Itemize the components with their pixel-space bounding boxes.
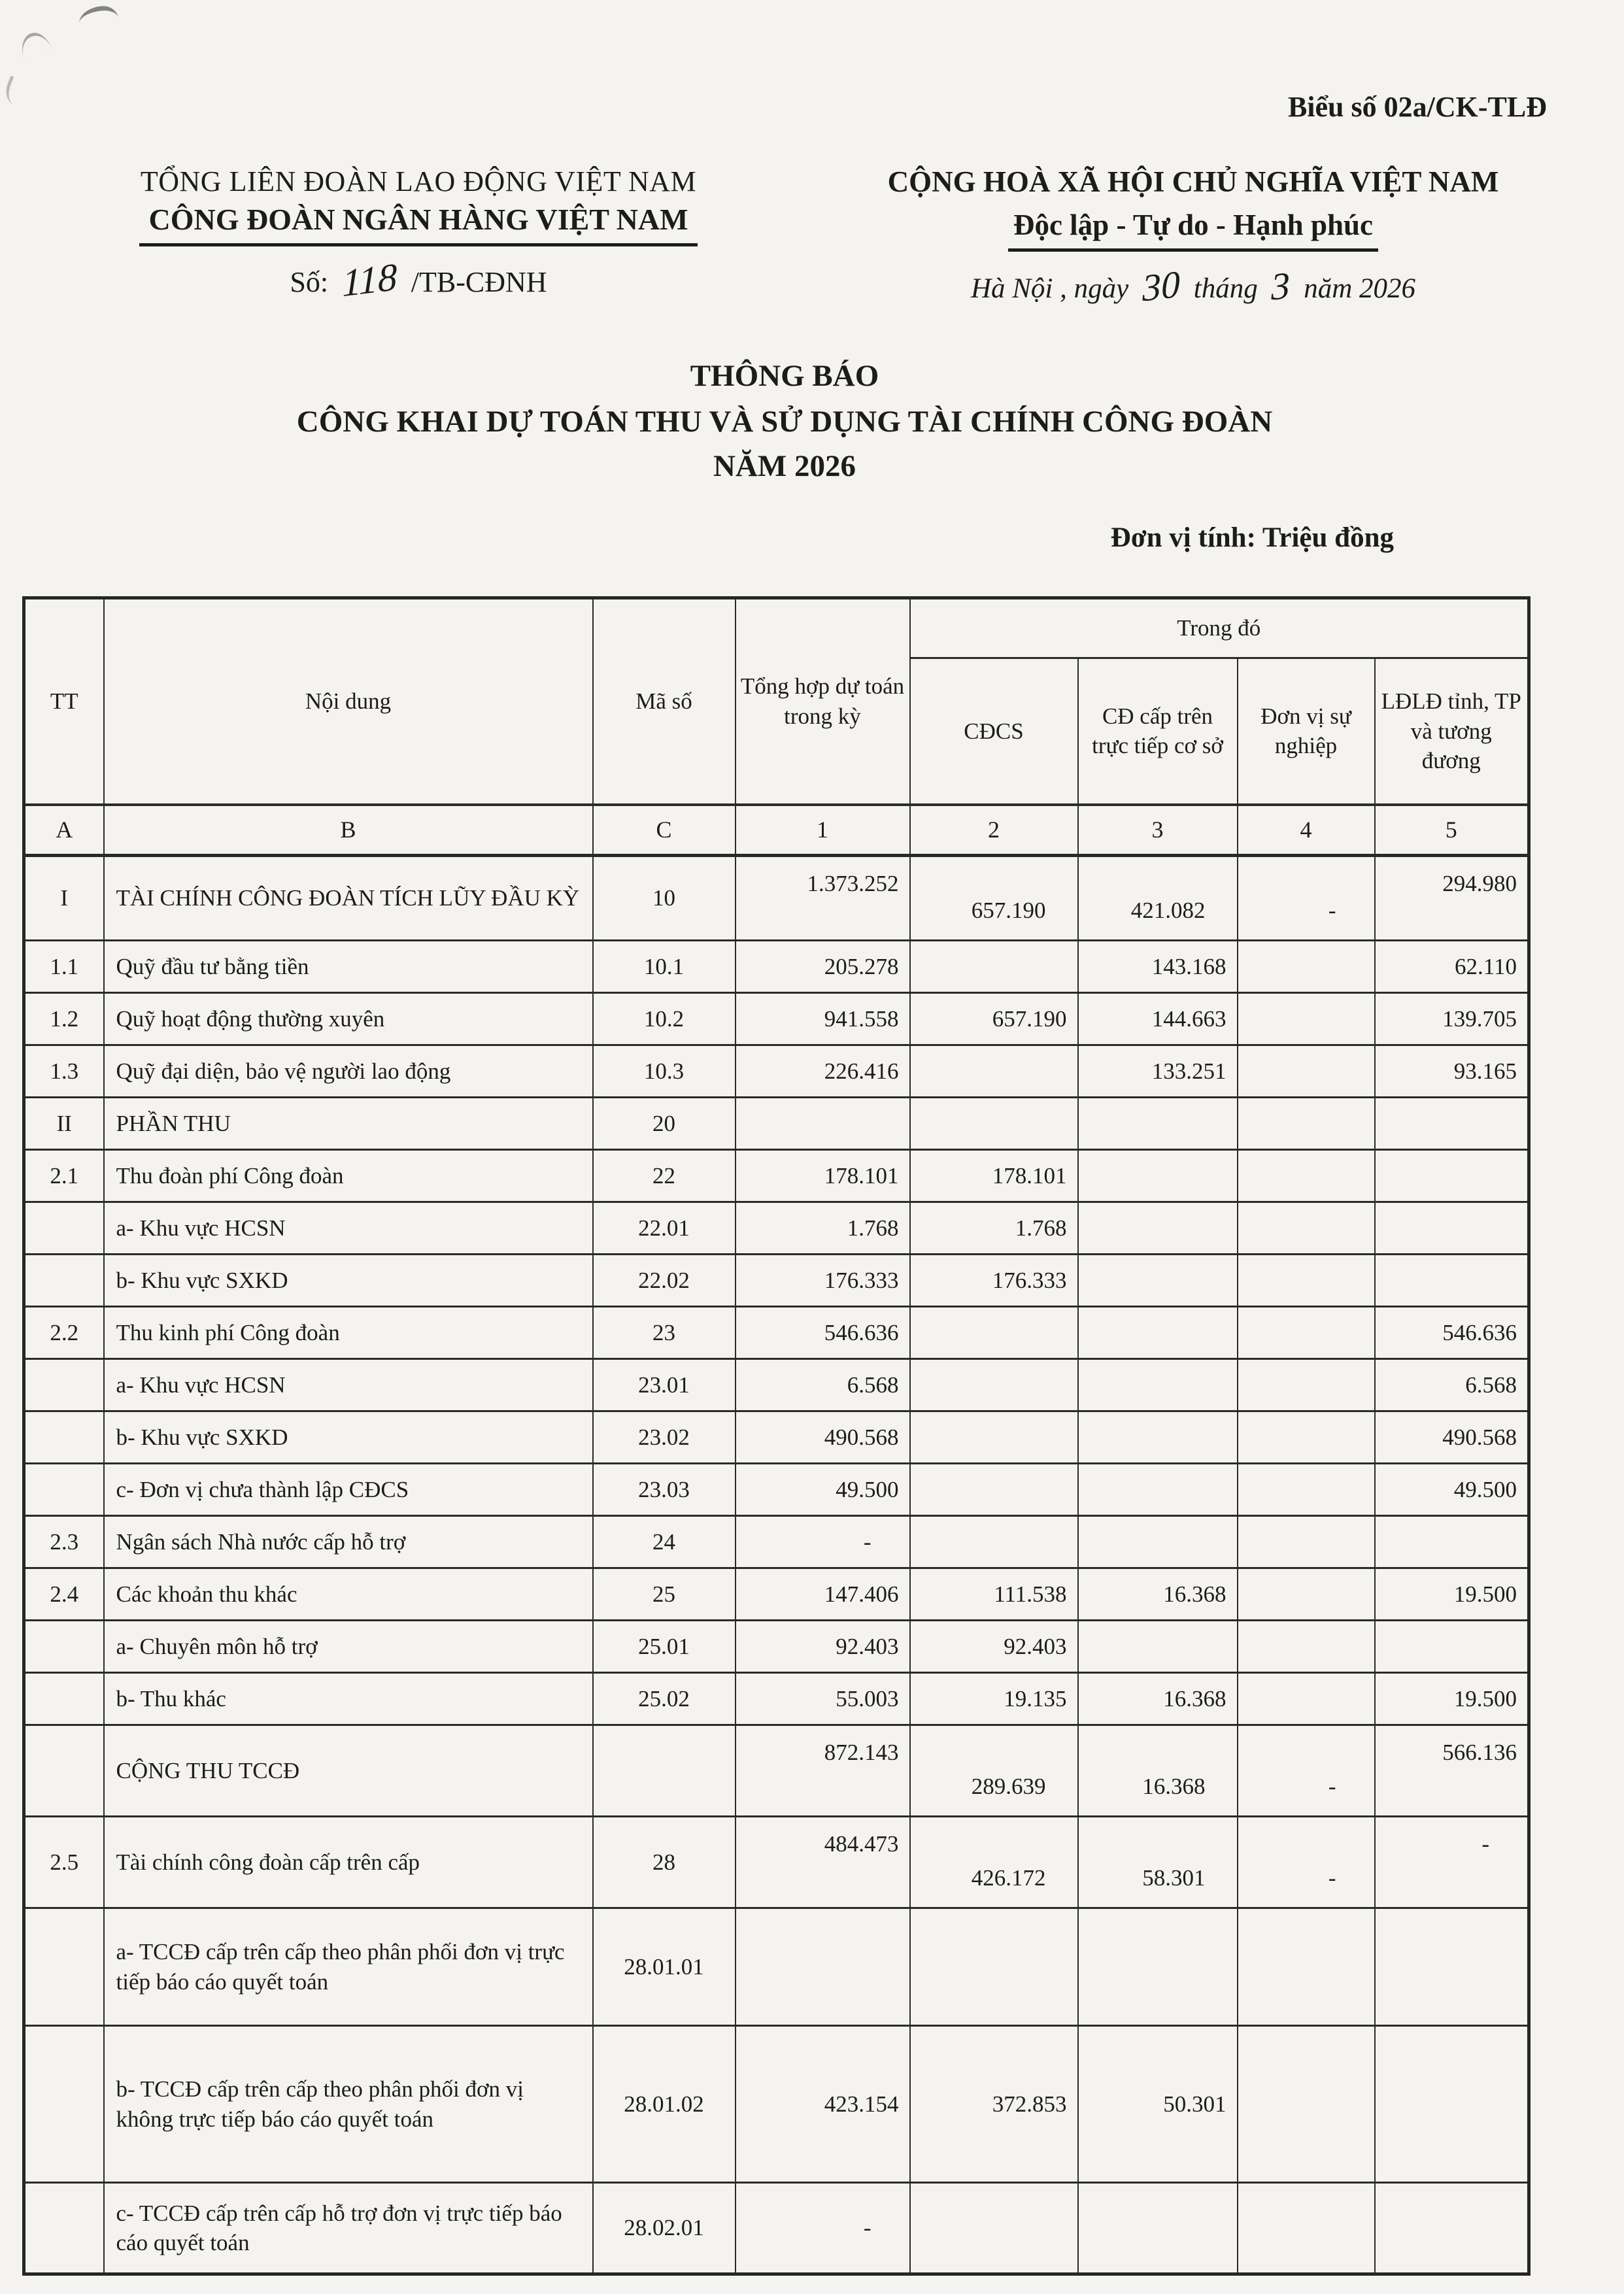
cell-cd-cap-tren: 58.301 (1078, 1817, 1238, 1908)
cell-don-vi-su-nghiep (1238, 1516, 1375, 1568)
table-row (24, 2026, 1529, 2183)
cell-cd-cap-tren: 421.082 (1078, 856, 1238, 941)
table-row (24, 1908, 1529, 2026)
cell-don-vi-su-nghiep (1238, 1621, 1375, 1673)
cell-ldld: 6.568 (1375, 1359, 1529, 1411)
cell-ldld: 49.500 (1375, 1464, 1529, 1516)
cell-tong-hop: 147.406 (736, 1568, 910, 1621)
cell-noi-dung: Quỹ đầu tư bằng tiền (104, 941, 593, 993)
cell-ma-so: 22.02 (593, 1255, 736, 1307)
cell-cdcs: 426.172 (910, 1817, 1078, 1908)
col-index-B: B (104, 805, 593, 856)
form-code: Biểu số 02a/CK-TLĐ (1287, 91, 1547, 123)
doc-number-suffix: /TB-CĐNH (411, 266, 547, 298)
cell-ma-so: 10.1 (593, 941, 736, 993)
cell-noi-dung: Ngân sách Nhà nước cấp hỗ trợ (104, 1516, 593, 1568)
cell-tong-hop: 178.101 (736, 1150, 910, 1202)
col-index-5: 5 (1375, 805, 1529, 856)
title-line-3: NĂM 2026 (713, 449, 856, 483)
table-row (24, 856, 1529, 941)
cell-ma-so (593, 1725, 736, 1817)
org-name: CÔNG ĐOÀN NGÂN HÀNG VIỆT NAM (139, 202, 697, 246)
cell-tt (24, 1255, 104, 1307)
table-row (24, 1307, 1529, 1359)
cell-cd-cap-tren: 143.168 (1078, 941, 1238, 993)
cell-ma-so: 22 (593, 1150, 736, 1202)
header-tong-hop: Tổng hợp dự toán trong kỳ (736, 598, 910, 805)
cell-cdcs (910, 1045, 1078, 1098)
header-cd-cap-tren: CĐ cấp trên trực tiếp cơ sở (1078, 658, 1238, 805)
cell-ldld (1375, 2026, 1529, 2183)
cell-tt (24, 1908, 104, 2026)
col-index-1: 1 (736, 805, 910, 856)
cell-don-vi-su-nghiep: - (1238, 856, 1375, 941)
cell-tt: II (24, 1098, 104, 1150)
cell-tong-hop (736, 1098, 910, 1150)
header-row-top (24, 598, 1529, 658)
cell-noi-dung: CỘNG THU TCCĐ (104, 1725, 593, 1817)
cell-tt (24, 1725, 104, 1817)
cell-ldld: 139.705 (1375, 993, 1529, 1045)
table-row (24, 1359, 1529, 1411)
cell-ldld: 566.136 (1375, 1725, 1529, 1817)
cell-tt: 2.3 (24, 1516, 104, 1568)
cell-noi-dung: a- Khu vực HCSN (104, 1359, 593, 1411)
cell-don-vi-su-nghiep (1238, 1908, 1375, 2026)
table-row (24, 1411, 1529, 1464)
cell-ma-so: 10 (593, 856, 736, 941)
table-row (24, 1725, 1529, 1817)
cell-cd-cap-tren (1078, 1516, 1238, 1568)
col-index-2: 2 (910, 805, 1078, 856)
cell-ldld (1375, 1621, 1529, 1673)
doc-number-line (46, 254, 791, 305)
col-index-4: 4 (1238, 805, 1375, 856)
cell-tt (24, 2183, 104, 2274)
cell-ldld: 546.636 (1375, 1307, 1529, 1359)
cell-cdcs: 657.190 (910, 856, 1078, 941)
cell-noi-dung: Tài chính công đoàn cấp trên cấp (104, 1817, 593, 1908)
cell-tong-hop: 55.003 (736, 1673, 910, 1725)
cell-don-vi-su-nghiep: - (1238, 1817, 1375, 1908)
table-row (24, 1516, 1529, 1568)
cell-cd-cap-tren (1078, 1098, 1238, 1150)
cell-ldld: 490.568 (1375, 1411, 1529, 1464)
cell-don-vi-su-nghiep (1238, 1568, 1375, 1621)
cell-ma-so: 24 (593, 1516, 736, 1568)
cell-tt: 2.1 (24, 1150, 104, 1202)
header-tt: TT (24, 598, 104, 805)
cell-cdcs: 111.538 (910, 1568, 1078, 1621)
cell-cd-cap-tren: 50.301 (1078, 2026, 1238, 2183)
date-line (811, 262, 1576, 310)
cell-cd-cap-tren: 133.251 (1078, 1045, 1238, 1098)
cell-don-vi-su-nghiep: - (1238, 1725, 1375, 1817)
table-row (24, 1568, 1529, 1621)
cell-ldld: 19.500 (1375, 1673, 1529, 1725)
cell-noi-dung: a- Khu vực HCSN (104, 1202, 593, 1255)
cell-don-vi-su-nghiep (1238, 1464, 1375, 1516)
cell-tong-hop: 490.568 (736, 1411, 910, 1464)
issuing-org-block (46, 165, 791, 305)
cell-cdcs (910, 1464, 1078, 1516)
cell-cdcs (910, 1307, 1078, 1359)
cell-don-vi-su-nghiep (1238, 1098, 1375, 1150)
cell-noi-dung: b- Khu vực SXKD (104, 1255, 593, 1307)
national-motto-block (811, 165, 1576, 310)
table-body (24, 856, 1529, 2274)
cell-ldld: 93.165 (1375, 1045, 1529, 1098)
cell-ldld: 294.980 (1375, 856, 1529, 941)
cell-noi-dung: b- TCCĐ cấp trên cấp theo phân phối đơn vị không trực tiếp báo cáo quyết toán (104, 2026, 593, 2183)
cell-cd-cap-tren (1078, 1464, 1238, 1516)
cell-tt (24, 1359, 104, 1411)
cell-noi-dung: a- Chuyên môn hỗ trợ (104, 1621, 593, 1673)
cell-tt (24, 1202, 104, 1255)
cell-don-vi-su-nghiep (1238, 2026, 1375, 2183)
scan-artifact (1, 76, 30, 108)
document-title (0, 358, 1569, 484)
cell-cd-cap-tren (1078, 1359, 1238, 1411)
cell-cdcs (910, 1098, 1078, 1150)
cell-tong-hop: - (736, 2183, 910, 2274)
header-don-vi-su-nghiep: Đơn vị sự nghiệp (1238, 658, 1375, 805)
cell-tt: 1.2 (24, 993, 104, 1045)
cell-tt: 1.1 (24, 941, 104, 993)
cell-noi-dung: Thu đoàn phí Công đoàn (104, 1150, 593, 1202)
cell-cdcs (910, 1359, 1078, 1411)
cell-don-vi-su-nghiep (1238, 1411, 1375, 1464)
cell-noi-dung: c- Đơn vị chưa thành lập CĐCS (104, 1464, 593, 1516)
cell-ma-so: 10.3 (593, 1045, 736, 1098)
cell-tt (24, 1673, 104, 1725)
scan-artifact (17, 29, 53, 60)
parent-org-name: TỔNG LIÊN ĐOÀN LAO ĐỘNG VIỆT NAM (140, 165, 697, 197)
cell-noi-dung: a- TCCĐ cấp trên cấp theo phân phối đơn vị trực tiếp báo cáo quyết toán (104, 1908, 593, 2026)
header-ldld: LĐLĐ tỉnh, TP và tương đương (1375, 658, 1529, 805)
cell-ldld (1375, 1255, 1529, 1307)
unit-note: Đơn vị tính: Triệu đồng (1110, 522, 1394, 553)
cell-cdcs: 289.639 (910, 1725, 1078, 1817)
cell-ma-so: 25 (593, 1568, 736, 1621)
cell-don-vi-su-nghiep (1238, 1255, 1375, 1307)
cell-ldld: 62.110 (1375, 941, 1529, 993)
cell-cdcs: 19.135 (910, 1673, 1078, 1725)
cell-cd-cap-tren (1078, 1150, 1238, 1202)
col-index-A: A (24, 805, 104, 856)
header-ma-so: Mã số (593, 598, 736, 805)
cell-ma-so: 20 (593, 1098, 736, 1150)
table-row (24, 1098, 1529, 1150)
cell-noi-dung: Thu kinh phí Công đoàn (104, 1307, 593, 1359)
cell-cdcs: 1.768 (910, 1202, 1078, 1255)
cell-don-vi-su-nghiep (1238, 993, 1375, 1045)
date-month-handwritten: 3 (1270, 263, 1291, 309)
cell-tt (24, 2026, 104, 2183)
cell-ma-so: 22.01 (593, 1202, 736, 1255)
date-mid: tháng (1193, 273, 1258, 304)
cell-tong-hop: 92.403 (736, 1621, 910, 1673)
cell-don-vi-su-nghiep (1238, 1307, 1375, 1359)
cell-cd-cap-tren: 16.368 (1078, 1568, 1238, 1621)
table-row (24, 993, 1529, 1045)
cell-noi-dung: c- TCCĐ cấp trên cấp hỗ trợ đơn vị trực tiếp báo cáo quyết toán (104, 2183, 593, 2274)
cell-tong-hop: 546.636 (736, 1307, 910, 1359)
cell-cd-cap-tren: 16.368 (1078, 1725, 1238, 1817)
cell-tong-hop: 176.333 (736, 1255, 910, 1307)
header-cdcs: CĐCS (910, 658, 1078, 805)
cell-tong-hop: 1.768 (736, 1202, 910, 1255)
cell-tong-hop: 423.154 (736, 2026, 910, 2183)
cell-noi-dung: b- Thu khác (104, 1673, 593, 1725)
cell-cdcs: 176.333 (910, 1255, 1078, 1307)
cell-cdcs: 657.190 (910, 993, 1078, 1045)
cell-tong-hop: 872.143 (736, 1725, 910, 1817)
table-row (24, 1817, 1529, 1908)
document-header (0, 165, 1624, 310)
header-trong-do: Trong đó (910, 598, 1529, 658)
cell-tt: 2.2 (24, 1307, 104, 1359)
cell-cdcs (910, 941, 1078, 993)
cell-don-vi-su-nghiep (1238, 2183, 1375, 2274)
doc-number-handwritten: 118 (341, 254, 398, 305)
cell-ma-so: 23.03 (593, 1464, 736, 1516)
cell-ldld (1375, 1202, 1529, 1255)
scan-artifact (78, 5, 118, 24)
col-index-3: 3 (1078, 805, 1238, 856)
cell-tong-hop: 1.373.252 (736, 856, 910, 941)
cell-don-vi-su-nghiep (1238, 1202, 1375, 1255)
budget-table (22, 596, 1531, 2276)
cell-tt: I (24, 856, 104, 941)
table-head (24, 598, 1529, 856)
table-row (24, 1202, 1529, 1255)
cell-cdcs (910, 1411, 1078, 1464)
cell-don-vi-su-nghiep (1238, 941, 1375, 993)
cell-cdcs (910, 1908, 1078, 2026)
cell-cd-cap-tren (1078, 1307, 1238, 1359)
cell-ma-so: 23.01 (593, 1359, 736, 1411)
table-row (24, 941, 1529, 993)
cell-tt: 2.5 (24, 1817, 104, 1908)
cell-ldld (1375, 1516, 1529, 1568)
cell-cd-cap-tren (1078, 1621, 1238, 1673)
cell-cdcs: 372.853 (910, 2026, 1078, 2183)
cell-ma-so: 28 (593, 1817, 736, 1908)
cell-ldld: - (1375, 1817, 1529, 1908)
cell-don-vi-su-nghiep (1238, 1673, 1375, 1725)
cell-tong-hop: - (736, 1516, 910, 1568)
title-line-1: THÔNG BÁO (690, 359, 879, 393)
header-row-index (24, 805, 1529, 856)
cell-tt (24, 1464, 104, 1516)
cell-noi-dung: Quỹ hoạt động thường xuyên (104, 993, 593, 1045)
cell-ldld (1375, 1150, 1529, 1202)
cell-noi-dung: Quỹ đại diện, bảo vệ người lao động (104, 1045, 593, 1098)
col-index-C: C (593, 805, 736, 856)
cell-tong-hop: 226.416 (736, 1045, 910, 1098)
cell-cd-cap-tren (1078, 1908, 1238, 2026)
cell-cdcs (910, 1516, 1078, 1568)
cell-cd-cap-tren (1078, 1202, 1238, 1255)
cell-ldld: 19.500 (1375, 1568, 1529, 1621)
cell-ma-so: 28.02.01 (593, 2183, 736, 2274)
cell-ma-so: 25.01 (593, 1621, 736, 1673)
cell-ma-so: 10.2 (593, 993, 736, 1045)
national-title: CỘNG HOÀ XÃ HỘI CHỦ NGHĨA VIỆT NAM (887, 165, 1499, 198)
cell-noi-dung: b- Khu vực SXKD (104, 1411, 593, 1464)
cell-tt: 1.3 (24, 1045, 104, 1098)
cell-don-vi-su-nghiep (1238, 1359, 1375, 1411)
cell-tong-hop: 6.568 (736, 1359, 910, 1411)
cell-noi-dung: Các khoản thu khác (104, 1568, 593, 1621)
table-row (24, 1255, 1529, 1307)
cell-ma-so: 25.02 (593, 1673, 736, 1725)
table-row (24, 1464, 1529, 1516)
cell-tt (24, 1411, 104, 1464)
date-suffix: năm 2026 (1304, 273, 1416, 304)
cell-cd-cap-tren (1078, 1411, 1238, 1464)
cell-cd-cap-tren: 144.663 (1078, 993, 1238, 1045)
cell-tong-hop: 205.278 (736, 941, 910, 993)
cell-ma-so: 23 (593, 1307, 736, 1359)
cell-ma-so: 28.01.01 (593, 1908, 736, 2026)
cell-cdcs: 92.403 (910, 1621, 1078, 1673)
header-noi-dung: Nội dung (104, 598, 593, 805)
cell-cd-cap-tren (1078, 2183, 1238, 2274)
cell-ma-so: 28.01.02 (593, 2026, 736, 2183)
cell-ldld (1375, 1098, 1529, 1150)
cell-tong-hop: 941.558 (736, 993, 910, 1045)
cell-ldld (1375, 2183, 1529, 2274)
table-row (24, 1045, 1529, 1098)
table-row (24, 1673, 1529, 1725)
cell-noi-dung: TÀI CHÍNH CÔNG ĐOÀN TÍCH LŨY ĐẦU KỲ (104, 856, 593, 941)
cell-cd-cap-tren (1078, 1255, 1238, 1307)
cell-cd-cap-tren: 16.368 (1078, 1673, 1238, 1725)
cell-don-vi-su-nghiep (1238, 1045, 1375, 1098)
table-row (24, 1150, 1529, 1202)
table-row (24, 1621, 1529, 1673)
cell-cdcs (910, 2183, 1078, 2274)
date-day-handwritten: 30 (1142, 262, 1181, 310)
date-prefix: Hà Nội , ngày (970, 273, 1129, 304)
doc-number-label: Số: (290, 266, 329, 298)
cell-ldld (1375, 1908, 1529, 2026)
national-motto: Độc lập - Tự do - Hạnh phúc (1008, 208, 1378, 252)
cell-tong-hop: 484.473 (736, 1817, 910, 1908)
cell-tt (24, 1621, 104, 1673)
cell-cdcs: 178.101 (910, 1150, 1078, 1202)
table-row (24, 2183, 1529, 2274)
cell-tong-hop: 49.500 (736, 1464, 910, 1516)
cell-don-vi-su-nghiep (1238, 1150, 1375, 1202)
title-line-2: CÔNG KHAI DỰ TOÁN THU VÀ SỬ DỤNG TÀI CHÍNH CÔNG ĐOÀN (296, 405, 1273, 439)
cell-tt: 2.4 (24, 1568, 104, 1621)
cell-tong-hop (736, 1908, 910, 2026)
cell-noi-dung: PHẦN THU (104, 1098, 593, 1150)
cell-ma-so: 23.02 (593, 1411, 736, 1464)
